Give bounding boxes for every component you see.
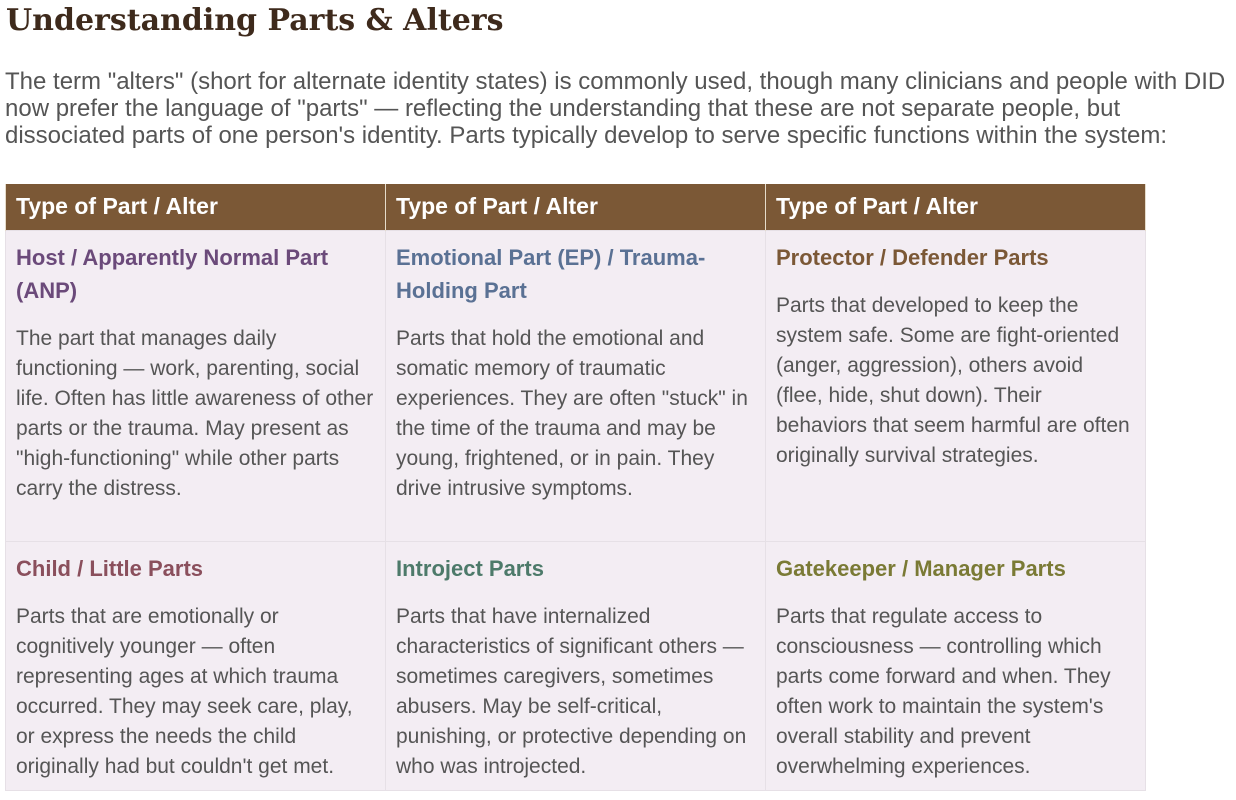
table-header-row — [6, 184, 1146, 230]
part-description: The part that manages daily functioning — work, parenting, social life. Often has little awareness of other parts or the trauma. May present as "high-functioning" while other parts carry the distress. — [16, 326, 374, 500]
part-cell-emotional — [386, 230, 766, 541]
column-header: Type of Part / Alter — [766, 184, 1146, 230]
part-name: Child / Little Parts — [16, 555, 204, 581]
part-name: Protector / Defender Parts — [776, 244, 1049, 270]
column-header: Type of Part / Alter — [386, 184, 766, 230]
part-description: Parts that have internalized characteristics of significant others — sometimes caregivers, sometimes abusers. May be self-critical, punishing, or protective depending on who was introjected. — [396, 604, 747, 778]
parts-table — [5, 184, 1146, 791]
part-description: Parts that are emotionally or cognitively younger — often representing ages at which trauma occurred. They may seek care, play, or express the needs the child originally had but couldn't get met. — [16, 604, 353, 778]
intro-paragraph: The term "alters" (short for alternate identity states) is commonly used, though many clinicians and people with DID now prefer the language of "parts" — reflecting the understanding that these are not separate people, but dissociated parts of one person's identity. Parts typically develop to serve specific functions within the system: — [5, 68, 1226, 149]
table-row — [6, 230, 1146, 541]
part-name: Host / Apparently Normal Part (ANP) — [16, 244, 329, 303]
column-header: Type of Part / Alter — [6, 184, 386, 230]
part-cell-introject — [386, 541, 766, 790]
page-title: Understanding Parts & Alters — [6, 3, 504, 38]
part-description: Parts that developed to keep the system safe. Some are fight-oriented (anger, aggression), others avoid (flee, hide, shut down). Their behaviors that seem harmful are often originally survival strategies. — [776, 293, 1130, 467]
table-row — [6, 541, 1146, 790]
part-name: Introject Parts — [396, 555, 544, 581]
part-cell-host — [6, 230, 386, 541]
part-cell-child — [6, 541, 386, 790]
part-name: Gatekeeper / Manager Parts — [776, 555, 1066, 581]
part-cell-gatekeeper — [766, 541, 1146, 790]
part-name: Emotional Part (EP) / Trauma-Holding Part — [396, 244, 706, 303]
part-description: Parts that hold the emotional and somatic memory of traumatic experiences. They are often "stuck" in the time of the trauma and may be young, frightened, or in pain. They drive intrusive symptoms. — [396, 326, 748, 500]
part-description: Parts that regulate access to consciousness — controlling which parts come forward and when. They often work to maintain the system's overall stability and prevent overwhelming experiences. — [776, 604, 1111, 778]
part-cell-protector — [766, 230, 1146, 541]
